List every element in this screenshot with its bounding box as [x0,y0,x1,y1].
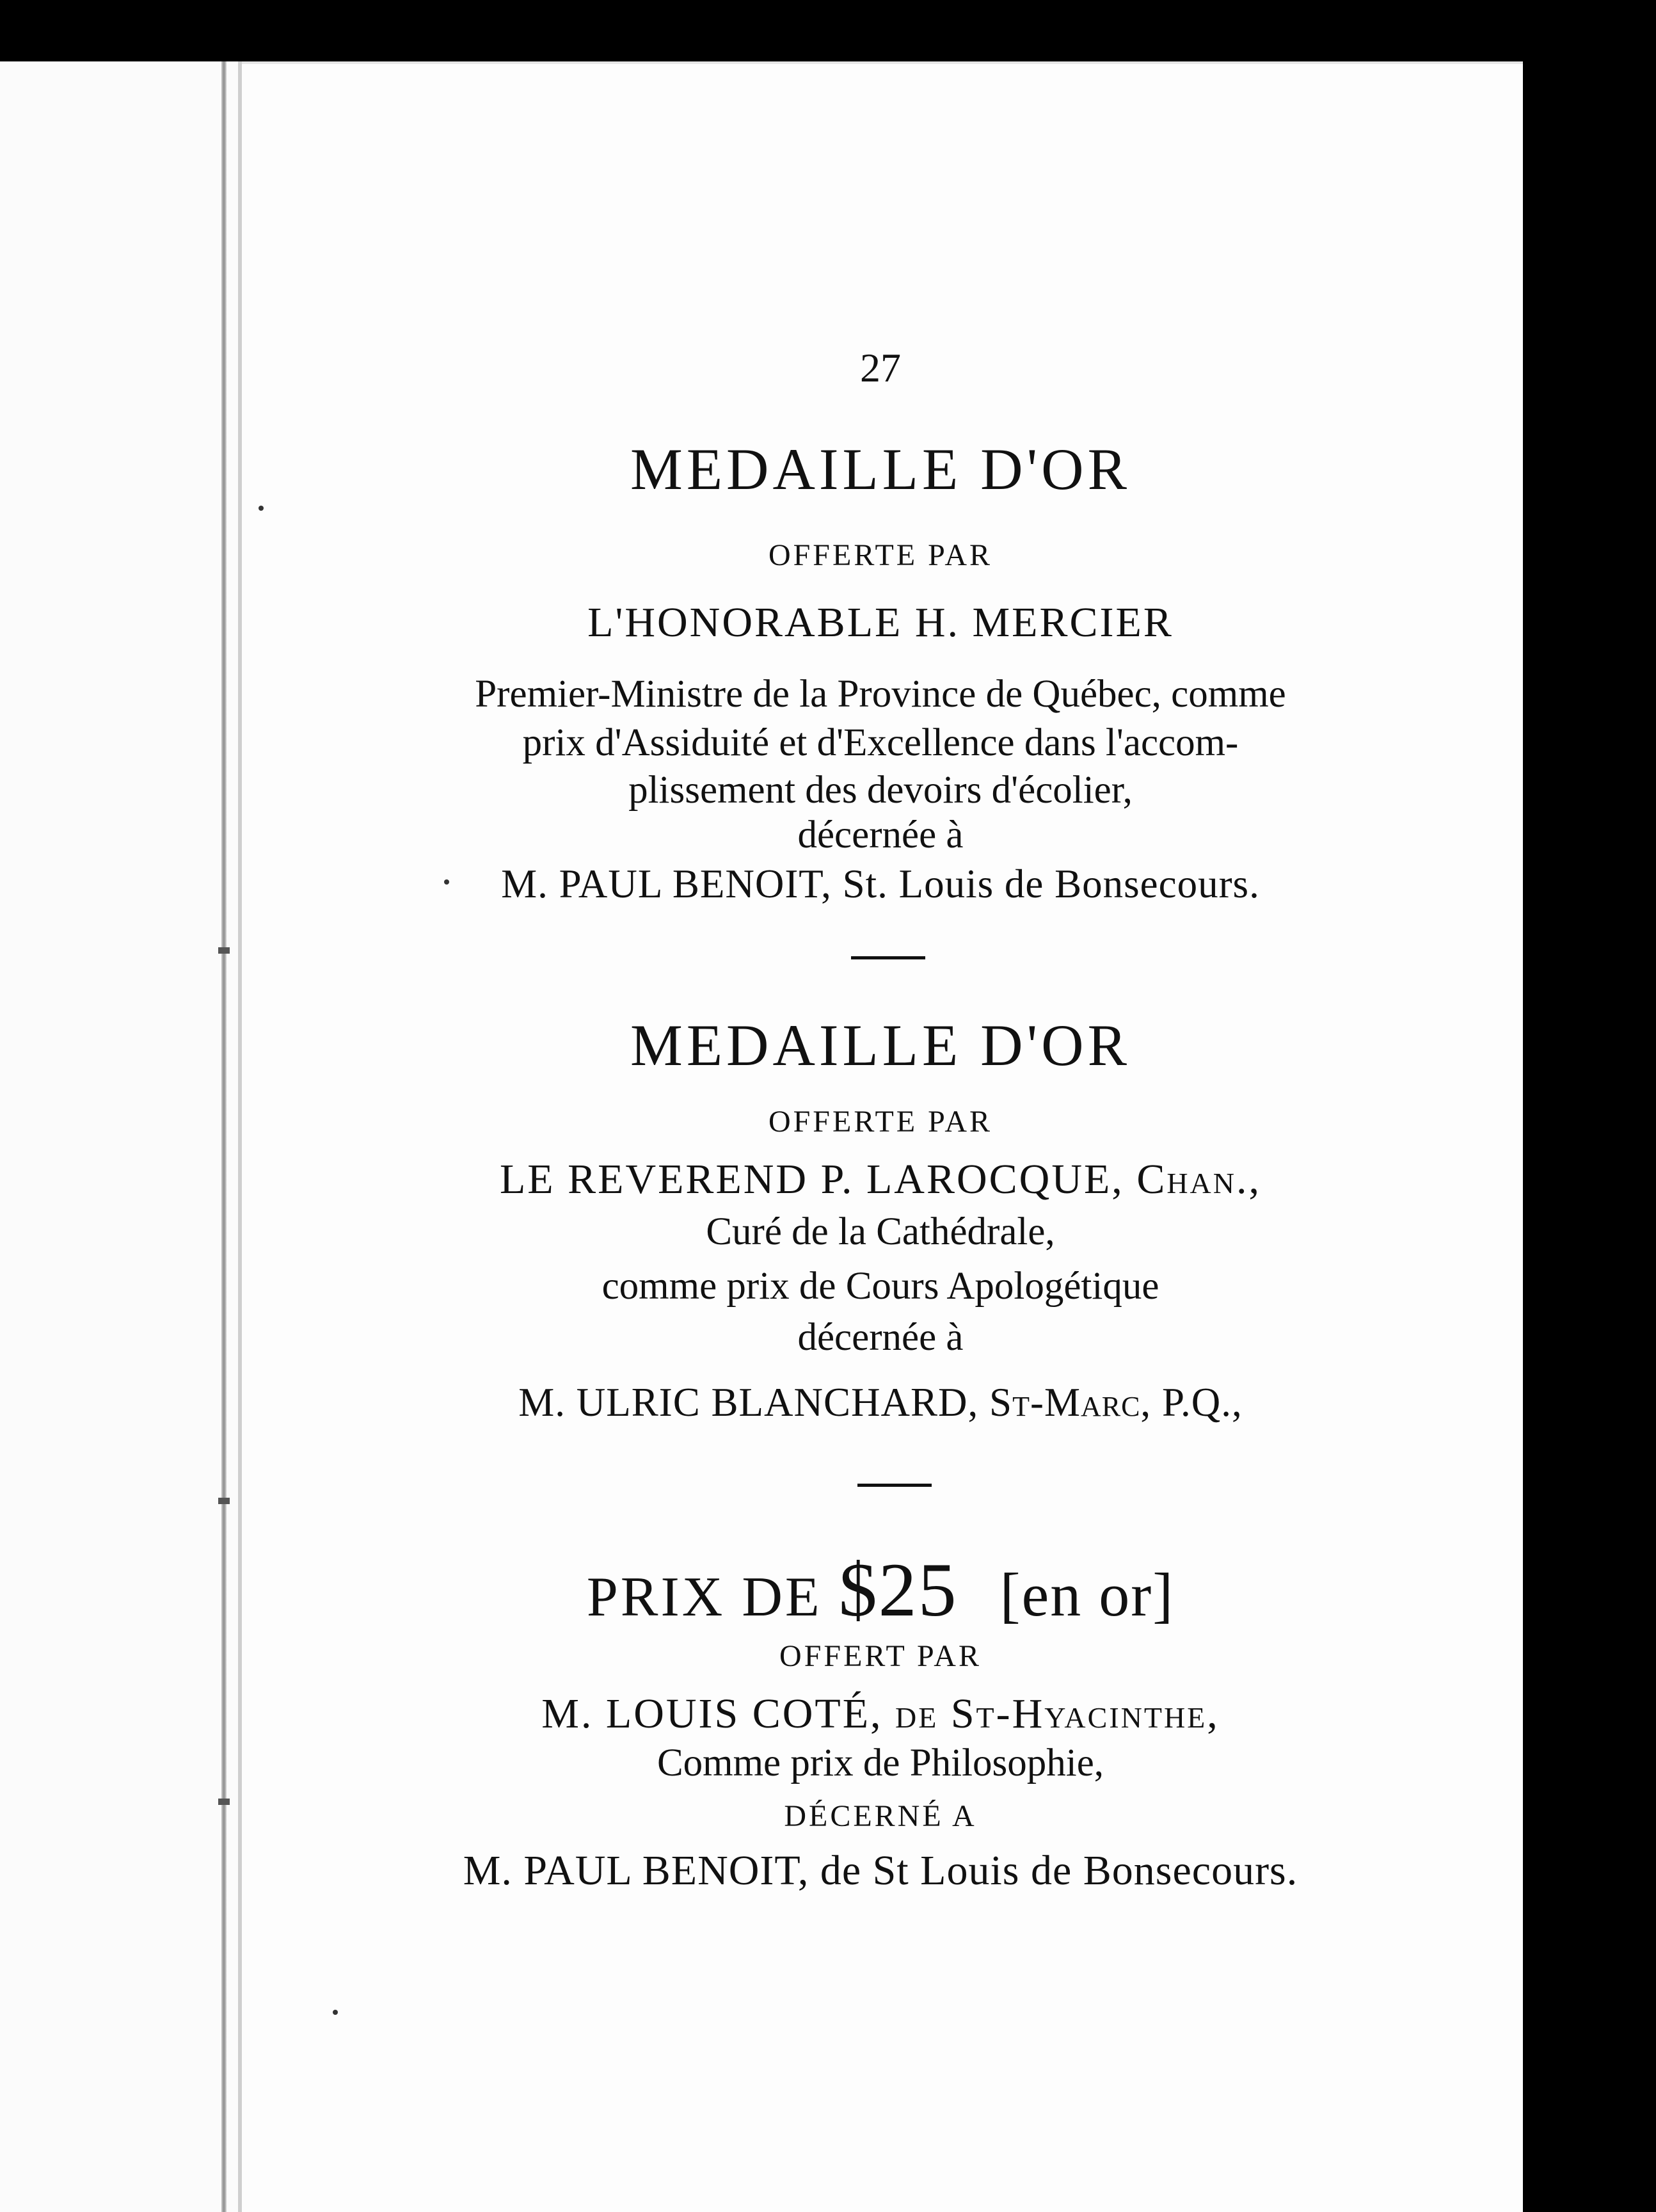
section-divider [857,1484,932,1487]
section-2-title: MEDAILLE D'OR [630,1013,1131,1078]
section-3-amount: $25 [838,1547,958,1632]
left-facing-page [0,61,238,2212]
section-3-recipient: M. PAUL BENOIT, de St Louis de Bonsecours. [463,1847,1298,1894]
section-3-donor-place: de St-Hyacinthe, [895,1690,1220,1737]
section-1-title: MEDAILLE D'OR [630,437,1131,502]
page-number: 27 [860,345,901,390]
section-3-title [238,1546,1523,1634]
section-1-donor: L'HONORABLE H. MERCIER [587,599,1174,646]
section-2-recipient-region: P.Q., [1161,1380,1243,1425]
section-2-recipient-line [238,1379,1523,1426]
paper-speck [259,506,264,511]
section-2-recipient-name: M. ULRIC BLANCHARD, [518,1380,979,1425]
section-3-description: Comme prix de Philosophie, [657,1742,1104,1784]
section-3-donor-line [238,1690,1523,1738]
section-3-awarded-label: DÉCERNÉ A [784,1799,977,1833]
section-divider [851,956,925,959]
binding-stitch [218,1498,230,1504]
section-1-description-line-4: décernée à [797,813,964,856]
section-2-recipient-place: St-Marc, [989,1380,1152,1425]
section-2-description-line-2: comme prix de Cours Apologétique [601,1265,1159,1308]
section-1-description-line-1: Premier-Ministre de la Province de Québec, comme [475,673,1286,716]
section-2-donor-title: Chan., [1136,1156,1261,1203]
section-3-title-prefix: PRIX DE [586,1566,822,1628]
binding-stitch [218,947,230,954]
section-1-offered-label: OFFERTE PAR [768,538,993,572]
section-2-donor: LE REVEREND P. LAROCQUE, [499,1156,1124,1203]
section-3-offered-label: OFFERT PAR [779,1639,982,1673]
paper-speck [333,2010,338,2015]
section-1-description-line-2: prix d'Assiduité et d'Excellence dans l'accom- [522,721,1239,764]
section-1-description-line-3: plissement des devoirs d'écolier, [628,769,1133,812]
section-3-donor: M. LOUIS COTÉ, [541,1690,883,1737]
section-2-offered-label: OFFERTE PAR [768,1105,993,1139]
section-2-description-line-3: décernée à [797,1316,964,1359]
binding-stitch [218,1799,230,1805]
section-2-description-line-1: Curé de la Cathédrale, [706,1210,1055,1253]
section-3-title-suffix: [en or] [999,1560,1175,1629]
page-gutter [221,61,227,2212]
section-1-recipient: M. PAUL BENOIT, St. Louis de Bonsecours. [501,862,1260,906]
section-2-donor-line [238,1155,1523,1204]
